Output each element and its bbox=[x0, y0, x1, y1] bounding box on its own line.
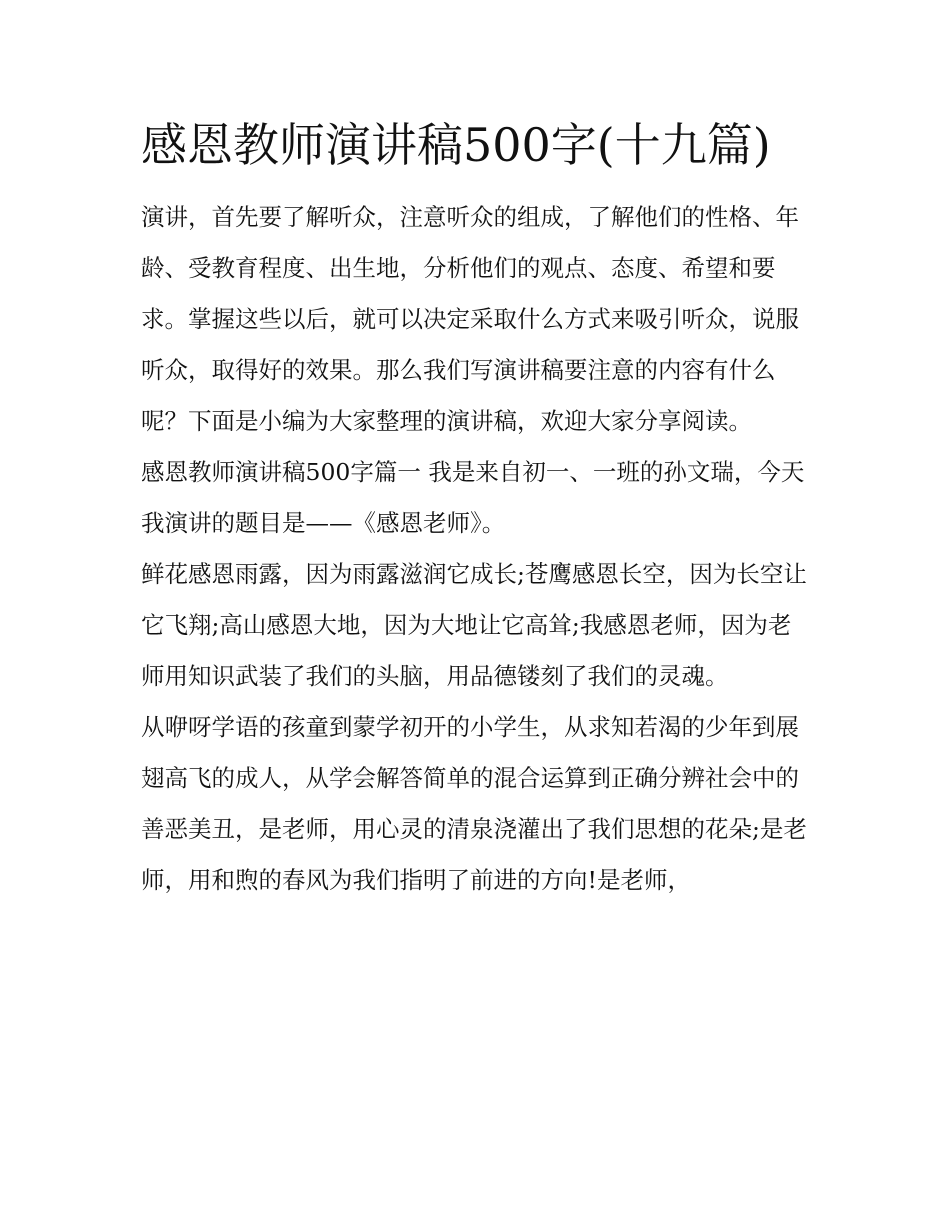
teacher-guidance-paragraph: 从咿呀学语的孩童到蒙学初开的小学生，从求知若渴的少年到展翅高飞的成人，从学会解答简单的混合运算到正确分辨社会中的善恶美丑，是老师，用心灵的清泉浇灌出了我们思想的花朵;是老师，用和煦的春风为我们指明了前进的方向!是老师， bbox=[141, 713, 807, 894]
gratitude-metaphor-paragraph: 鲜花感恩雨露，因为雨露滋润它成长;苍鹰感恩长空，因为长空让它飞翔;高山感恩大地，因为大地让它高耸;我感恩老师，因为老师用知识武装了我们的头脑，用品德镂刻了我们的灵魂。 bbox=[141, 560, 807, 690]
document-content bbox=[141, 114, 813, 906]
intro-paragraph: 演讲，首先要了解听众，注意听众的组成，了解他们的性格、年龄、受教育程度、出生地，分析他们的观点、态度、希望和要求。掌握这些以后，就可以决定采取什么方式来吸引听众，说服听众，取得好的效果。那么我们写演讲稿要注意的内容有什么呢？下面是小编为大家整理的演讲稿，欢迎大家分享阅读。 bbox=[141, 203, 799, 435]
document-title: 感恩教师演讲稿500字(十九篇) bbox=[141, 118, 771, 172]
speech-opening-paragraph: 感恩教师演讲稿500字篇一 我是来自初一、一班的孙文瑞，今天我演讲的题目是——《感恩老师》。 bbox=[141, 458, 805, 537]
